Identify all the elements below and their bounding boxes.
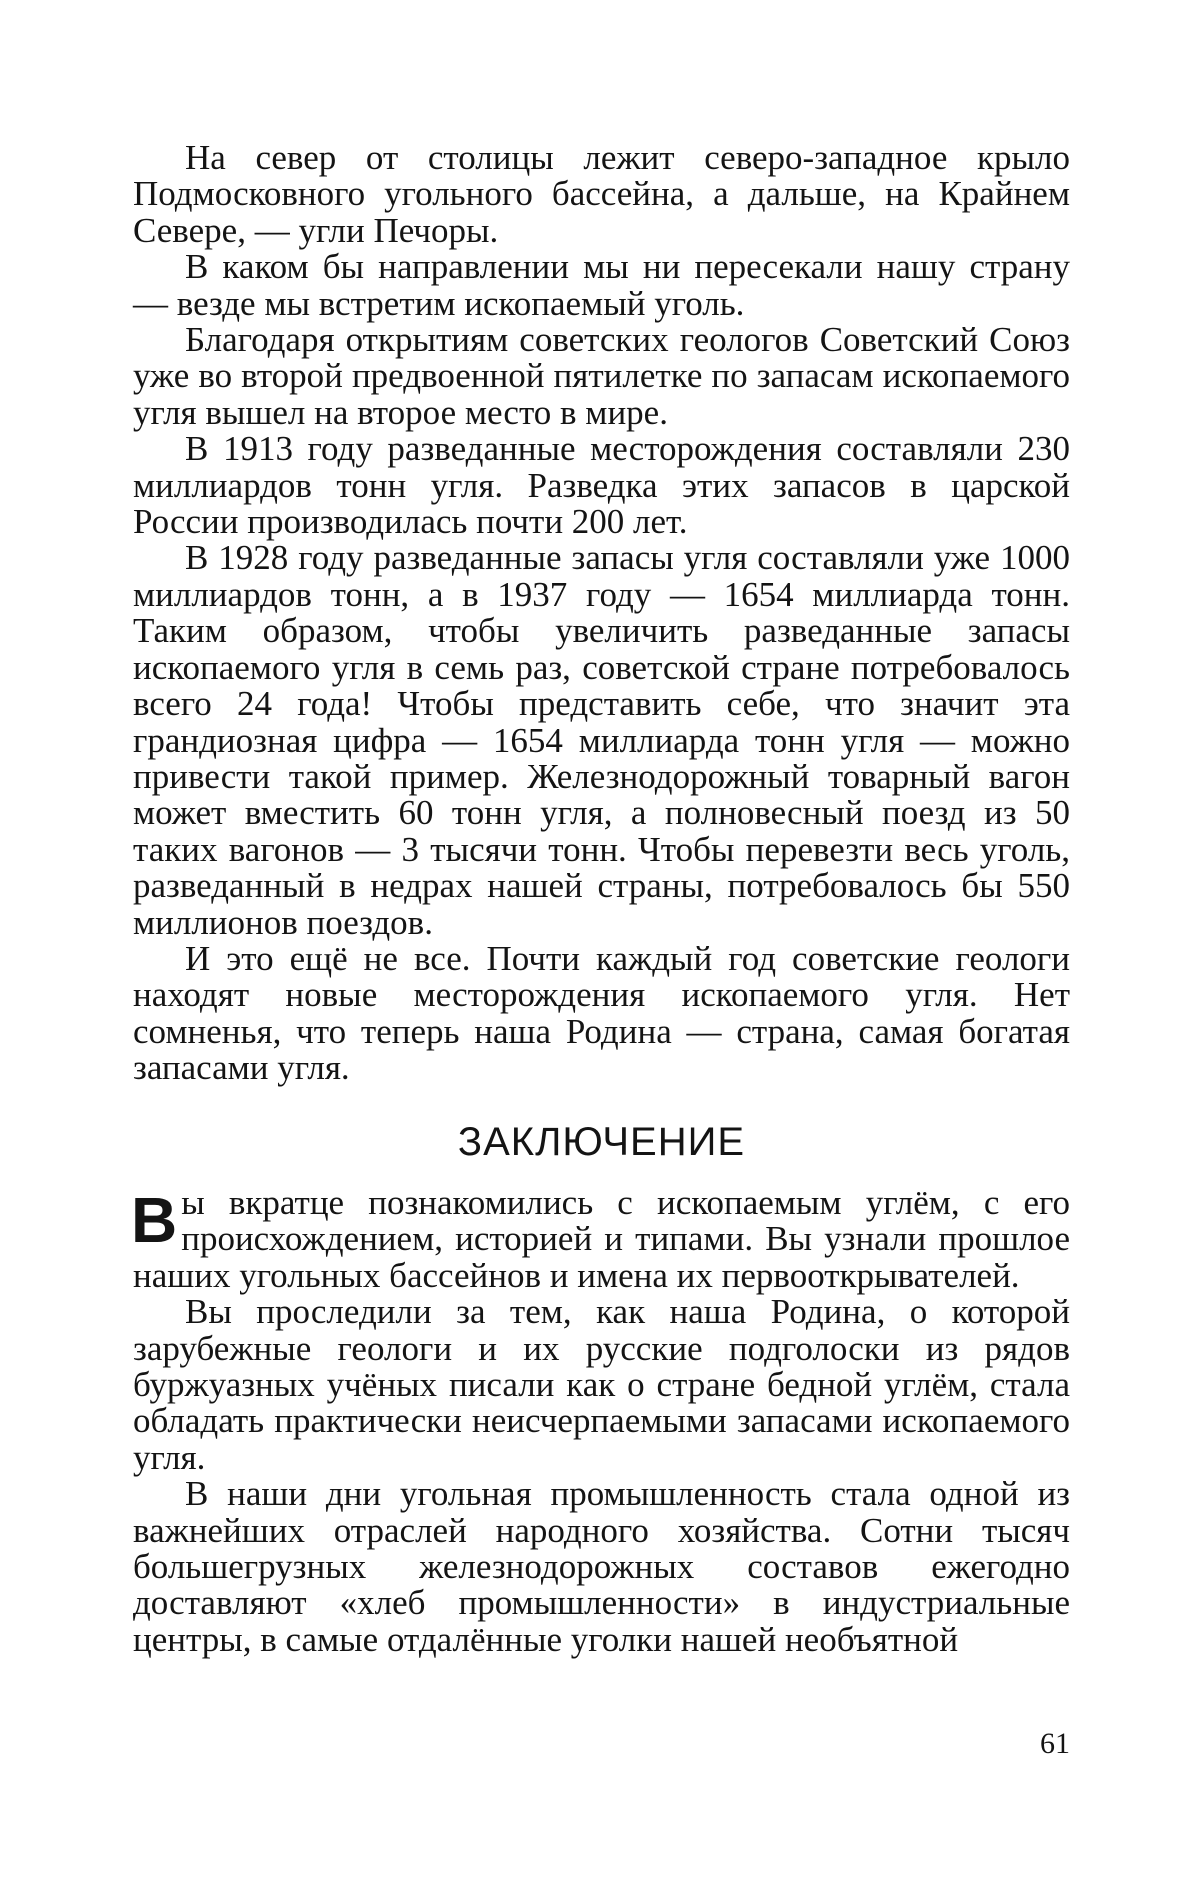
paragraph: В каком бы направлении мы ни пересекали нашу страну — везде мы встретим ископаемый уголь. [133,249,1070,322]
paragraph: И это ещё не все. Почти каждый год советские геологи находят новые месторождения ископаемого угля. Нет сомненья, что теперь наша Родина — страна, самая богатая запасами угля. [133,941,1070,1087]
drop-cap: В [131,1191,177,1249]
paragraph: На север от столицы лежит северо-западное крыло Подмосковного угольного бассейна, а дальше, на Крайнем Севере, — угли Печоры. [133,140,1070,249]
body-text-top [133,140,1070,1087]
paragraph: В 1913 году разведанные месторождения составляли 230 миллиардов тонн угля. Разведка этих запасов в царской России производилась почти 200 лет. [133,431,1070,540]
paragraph: В 1928 году разведанные запасы угля составляли уже 1000 миллиардов тонн, а в 1937 году — 1654 миллиарда тонн. Таким образом, чтобы увеличить разведанные запасы ископаемого угля в семь раз, советской стране потребовалось всего 24 года! Чтобы представить себе, что значит эта грандиозная цифра — 1654 миллиарда тонн угля — можно привести такой пример. Железнодорожный товарный вагон может вместить 60 тонн угля, а полновесный поезд из 50 таких вагонов — 3 тысячи тонн. Чтобы перевезти весь уголь, разведанный в недрах нашей страны, потребовалось бы 550 миллионов поездов. [133,540,1070,940]
paragraph: Вы проследили за тем, как наша Родина, о которой зарубежные геологи и их русские подголоски из рядов буржуазных учёных писали как о стране бедной углём, стала обладать практически неисчерпаемыми запасами ископаемого угля. [133,1294,1070,1476]
page-number: 61 [1040,1726,1070,1762]
paragraph-with-dropcap [133,1185,1070,1294]
paragraph: В наши дни угольная промышленность стала одной из важнейших отраслей народного хозяйства. Сотни тысяч большегрузных железнодорожных составов ежегодно доставляют «хлеб промышленности» в индустриальные центры, в самые отдалённые уголки нашей необъятной [133,1476,1070,1658]
paragraph: Благодаря открытиям советских геологов Советский Союз уже во второй предвоенной пятилетке по запасам ископаемого угля вышел на второе место в мире. [133,322,1070,431]
paragraph-text: ы вкратце познакомились с ископаемым углём, с его происхождением, историей и типами. Вы узнали прошлое наших угольных бассейнов и имена их первооткрывателей. [133,1183,1070,1295]
body-text-conclusion [133,1185,1070,1658]
book-page [0,0,1200,1880]
section-heading: ЗАКЛЮЧЕНИЕ [133,1118,1070,1166]
